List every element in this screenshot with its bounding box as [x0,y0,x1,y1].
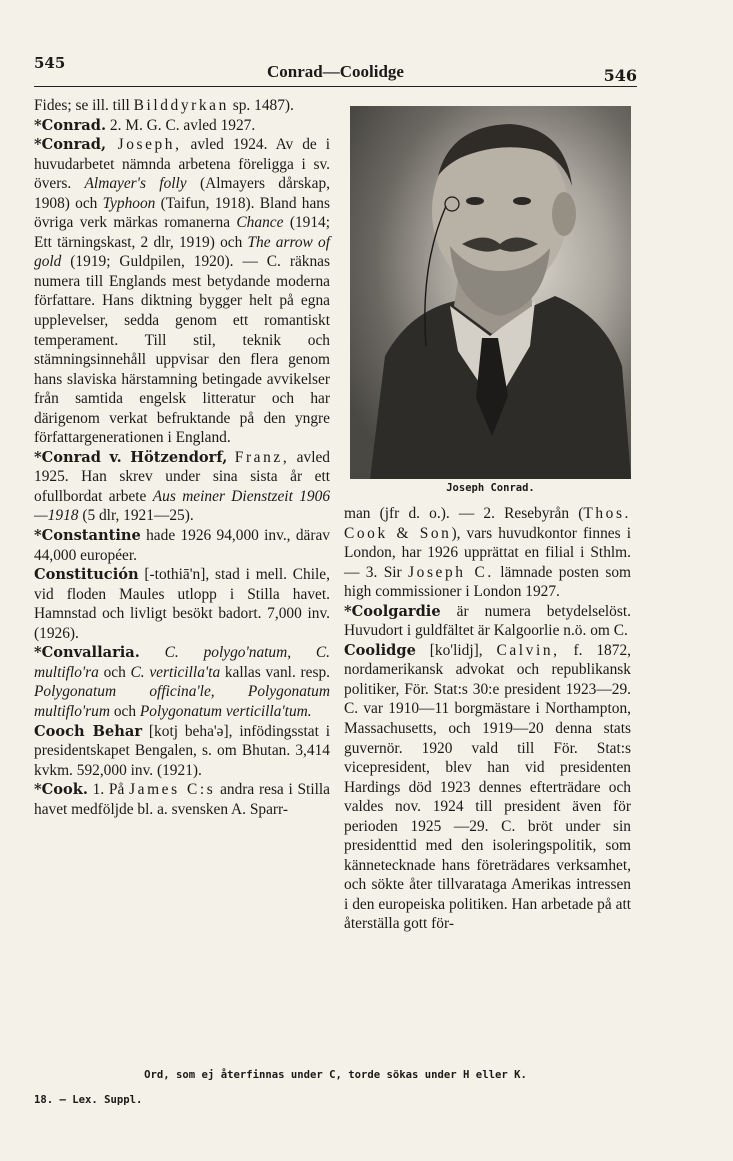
entry-convallaria: *Convallaria. C. polygo'natum, C. multiflo'ra och C. verticilla'ta kallas vanl. resp. Polygonatum officina'le, Polygonatum multiflo'rum och Polygonatum verticilla'tum. [34,644,330,720]
headword: *Convallaria. [34,644,140,662]
page-number-left: 545 [34,54,66,72]
entry-coolidge: Coolidge [ko'lidj], Calvin, f. 1872, nordamerikansk advokat och republikansk politiker, För. Stat:s 30:e president 1923—29. C. var 1910—11 borgmästare i Northampton, Massachusetts, och 1919—20 denna stats guvernör. 1920 vald till För. Stat:s vicepresident, blev han vid presidenten Hardings död 1923 dennes efterträdare och valdes nov. 1924 till president även för perioden 1925 —29. C. bröt under sin presidenttid med den isoleringspolitik, som kännetecknade hans företrädares verksamhet, och sökte åter tillvarataga Amerikas intressen i den europeiska politiken. Han arbetade på att återställa gott för- [344,641,631,933]
entry-cooch-behar: Cooch Behar [kotj beha'ə], infödingsstat i presidentskapet Bengalen, s. om Bhutan. 3,414 kvkm. 592,000 inv. (1921). [34,722,330,779]
right-column [344,504,631,934]
entry-cook-continued: man (jfr d. o.). — 2. Resebyrån (Thos. Cook & Son), vars huvudkontor finnes i London, har 1926 upprättat en filial i Sthlm. — 3. Sir Joseph C. lämnade posten som high commissioner i London 1927. [344,505,631,601]
portrait-caption: Joseph Conrad. [446,482,535,494]
entry-conrad-1: *Conrad. 2. M. G. C. avled 1927. [34,116,256,134]
headword: *Conrad, [34,136,107,154]
headword: *Conrad. [34,116,107,134]
entry-conrad-hotzendorf: *Conrad v. Hötzendorf, Franz, avled 1925. Han skrev under sina sista år ett ofullbordat arbete Aus meiner Dienstzeit 1906 —1918 (5 dlr, 1921—25). [34,448,331,525]
entry-constitucion: Constitución [-tothiā'n], stad i mell. Chile, vid floden Maules utlopp i Stilla havet. Hamnstad och livligt besökt badort. 7,000 inv. (1926). [34,566,330,642]
printer-signature: 18. — Lex. Suppl. [34,1094,143,1106]
headword: Cooch Behar [34,722,143,740]
entry-cook: *Cook. 1. På James C:s andra resa i Stilla havet medföljde bl. a. svensken A. Sparr- [34,781,330,818]
page-footnote: Ord, som ej återfinnas under C, torde sökas under H eller K. [144,1069,527,1081]
headword: Coolidge [344,641,416,659]
entry-coolgardie: *Coolgardie är numera betydelselöst. Huvudort i guldfältet är Kalgoorlie n.ö. om C. [344,602,631,640]
headword: Constitución [34,566,139,584]
portrait-photo [350,106,631,479]
headword: *Coolgardie [344,602,441,620]
entry-continuation: Fides; se ill. till Bilddyrkan sp. 1487). [34,97,294,114]
headword: *Conrad v. Hötzendorf, [34,448,228,466]
portrait-illustration [350,106,631,479]
entry-conrad-joseph: *Conrad, Joseph, avled 1924. Av de i huvudarbetet nämnda arbetena föreligga i sv. övers. Almayer's folly (Almayers dårskap, 1908) och Typhoon (Taifun, 1918). Bland hans övriga verk märkas romanerna Chance (1914; Ett tärningskast, 2 dlr, 1919) och The arrow of gold (1919; Guldpilen, 1920). — C. räknas numera till Englands mest betydande moderna författare. Hans diktning bygger helt på egna upplevelser, sedda genom ett romantiskt temperament. Till stil, teknik och stämningsinnehåll uppvisar den flera genom hans slaviska härstamning betingade avvikelser från samtida engelsk litteratur och har därigenom verkat befruktande på den yngre författargenerationen i England. [34,136,330,447]
page-number-right: 546 [603,66,637,85]
running-title: Conrad—Coolidge [267,62,404,81]
headword: *Cook. [34,781,88,799]
entry-constantine: *Constantine hade 1926 94,000 inv., därav 44,000 européer. [34,527,330,564]
left-column [34,96,330,819]
headword: *Constantine [34,527,141,545]
page-header [34,52,637,87]
